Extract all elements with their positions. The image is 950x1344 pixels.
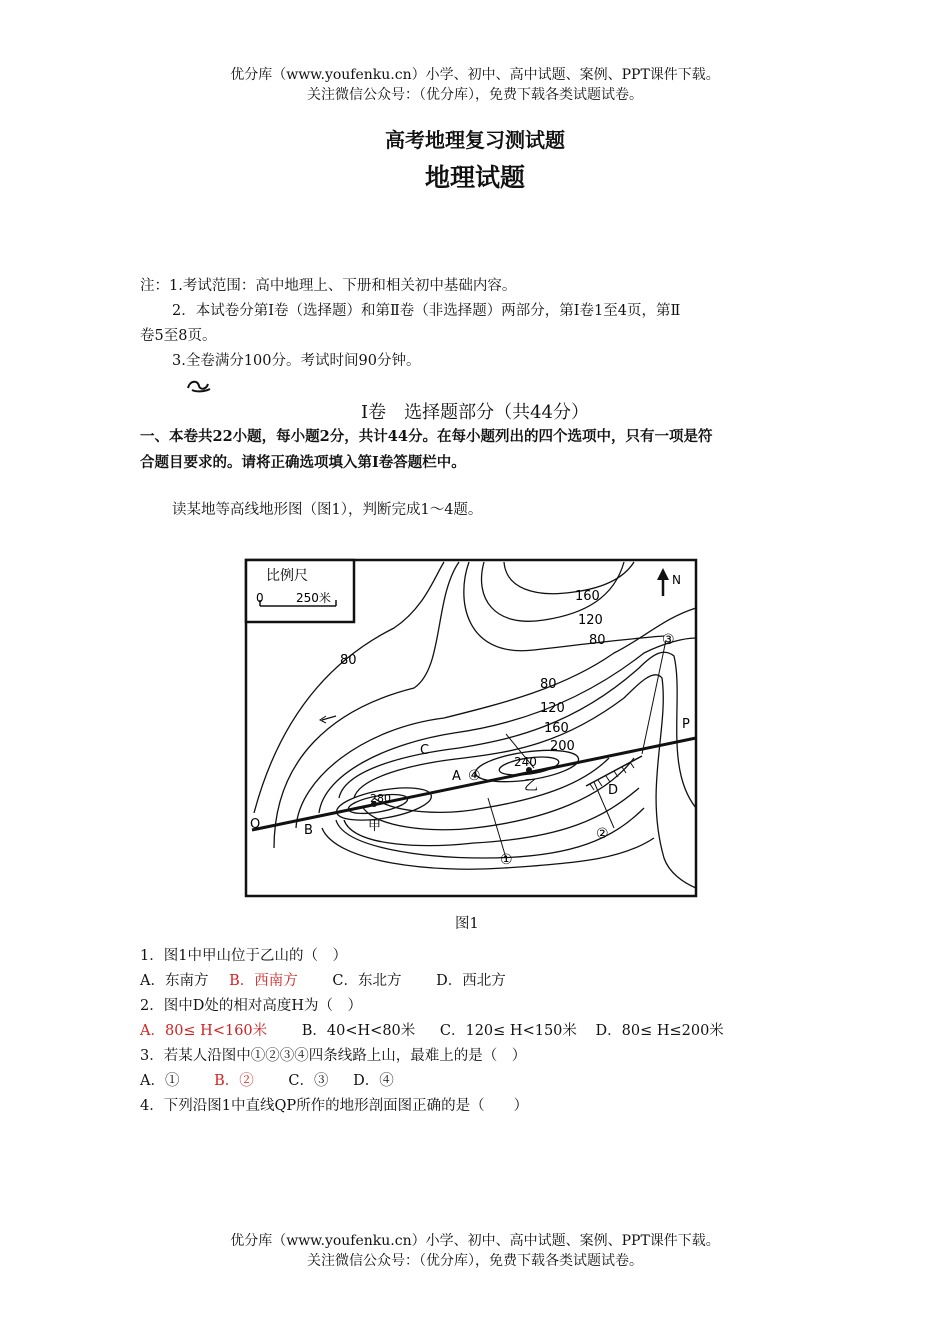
intro-text: 读某地等高线地形图（图1），判断完成1～4题。 bbox=[172, 502, 483, 518]
q1-option-b: B．西南方 bbox=[229, 973, 298, 989]
label-Q: Q bbox=[250, 817, 261, 832]
q1-option-d: D．西北方 bbox=[436, 973, 506, 989]
q1-option-a: A．东南方 bbox=[140, 973, 209, 989]
svg-text:240: 240 bbox=[514, 755, 537, 769]
question-4-stem: 4．下列沿图1中直线QP所作的地形剖面图正确的是（ ） bbox=[140, 1098, 529, 1114]
question-2-stem: 2．图中D处的相对高度H为（ ） bbox=[140, 998, 362, 1014]
scale-length: 250米 bbox=[296, 591, 331, 605]
q1-option-c: C．东北方 bbox=[332, 973, 402, 989]
q2-option-a: A．80≤ H<160米 bbox=[140, 1023, 268, 1039]
scale-zero: 0 bbox=[256, 591, 264, 605]
header-line-1: 优分库（www.youfenku.cn）小学、初中、高中试题、案例、PPT课件下载。 bbox=[230, 67, 720, 83]
label-A: A bbox=[452, 769, 461, 784]
note-2b: 卷5至8页。 bbox=[140, 328, 217, 344]
section-instruction-a: 一、本卷共22小题，每小题2分，共计44分。在每小题列出的四个选项中，只有一项是符 bbox=[140, 428, 713, 445]
svg-text:120: 120 bbox=[540, 701, 565, 716]
label-C: C bbox=[420, 743, 430, 758]
q3-option-b: B．② bbox=[214, 1073, 254, 1089]
header-line-2: 关注微信公众号：（优分库），免费下载各类试题试卷。 bbox=[307, 87, 643, 103]
svg-text:160: 160 bbox=[544, 721, 569, 736]
section-instruction-b: 合题目要求的。请将正确选项填入第Ⅰ卷答题栏中。 bbox=[140, 454, 466, 471]
question-1-stem: 1．图1中甲山位于乙山的（ ） bbox=[140, 948, 347, 964]
q3-option-d: D．④ bbox=[353, 1073, 394, 1089]
svg-text:280: 280 bbox=[370, 792, 391, 805]
q2-option-d: D．80≤ H≤200米 bbox=[595, 1023, 724, 1039]
svg-text:80: 80 bbox=[540, 677, 557, 692]
label-route-2: ② bbox=[596, 826, 609, 842]
note-2a: 2．本试卷分第Ⅰ卷（选择题）和第Ⅱ卷（非选择题）两部分，第Ⅰ卷1至4页，第Ⅱ bbox=[172, 303, 681, 319]
section-title: Ⅰ卷 选择题部分（共44分） bbox=[360, 402, 589, 423]
question-3-options bbox=[140, 1069, 394, 1093]
figure-caption: 图1 bbox=[455, 916, 479, 932]
question-3-stem: 3．若某人沿图中①②③④四条线路上山，最难上的是（ ） bbox=[140, 1048, 527, 1064]
label-yi: 乙 bbox=[524, 778, 538, 794]
q2-option-b: B．40<H<80米 bbox=[301, 1023, 416, 1039]
question-2-options bbox=[140, 1019, 724, 1043]
label-D: D bbox=[608, 783, 619, 798]
label-route-1: ① bbox=[500, 852, 513, 868]
label-route-3: ③ bbox=[662, 632, 675, 648]
q3-option-a: A．① bbox=[140, 1073, 180, 1089]
svg-text:160: 160 bbox=[575, 589, 600, 604]
label-B: B bbox=[304, 823, 313, 838]
label-P: P bbox=[682, 717, 690, 732]
q2-option-c: C．120≤ H<150米 bbox=[439, 1023, 577, 1039]
question-1-options bbox=[140, 969, 506, 993]
contour-map bbox=[244, 558, 698, 898]
note-1: 注：1.考试范围：高中地理上、下册和相关初中基础内容。 bbox=[140, 278, 517, 294]
footer-line-1: 优分库（www.youfenku.cn）小学、初中、高中试题、案例、PPT课件下载。 bbox=[230, 1233, 720, 1249]
svg-text:120: 120 bbox=[578, 613, 603, 628]
svg-text:200: 200 bbox=[550, 739, 575, 754]
label-jia: 甲 bbox=[368, 819, 382, 834]
note-3: 3.全卷满分100分。考试时间90分钟。 bbox=[172, 353, 421, 369]
label-route-4: ④ bbox=[468, 768, 481, 784]
svg-text:80: 80 bbox=[340, 653, 357, 668]
scale-title: 比例尺 bbox=[266, 568, 308, 584]
q3-option-c: C．③ bbox=[288, 1073, 329, 1089]
footer-line-2: 关注微信公众号：（优分库），免费下载各类试题试卷。 bbox=[307, 1253, 643, 1269]
page-subtitle: 地理试题 bbox=[424, 163, 525, 192]
north-label: N bbox=[672, 573, 681, 587]
decorative-mark-icon bbox=[186, 378, 212, 398]
svg-text:80: 80 bbox=[589, 633, 606, 648]
page-title: 高考地理复习测试题 bbox=[385, 128, 565, 152]
